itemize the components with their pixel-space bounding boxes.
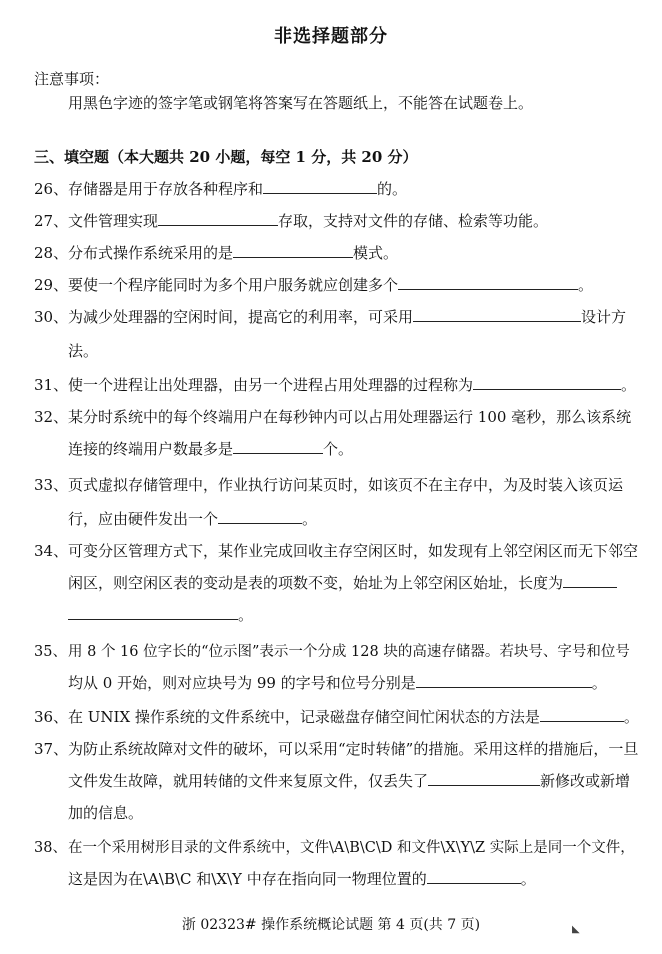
question-35-continued xyxy=(68,672,607,693)
answer-blank xyxy=(68,605,238,620)
question-number: 33、 xyxy=(34,476,69,494)
question-text: 为减少处理器的空闲时间，提高它的利用率，可采用 xyxy=(68,308,414,326)
answer-blank xyxy=(473,375,621,390)
question-number: 26、 xyxy=(34,180,69,198)
question-number: 38、 xyxy=(34,840,67,856)
question-text: 。 xyxy=(238,606,254,624)
question-text: 。 xyxy=(302,510,318,528)
question-number: 32、 xyxy=(34,408,69,426)
question-text: 存储器是用于存放各种程序和 xyxy=(68,180,264,198)
question-text: 使一个进程让出处理器，由另一个进程占用处理器的过程称为 xyxy=(68,376,474,394)
question-number: 29、 xyxy=(34,276,69,294)
question-text: 页式虚拟存储管理中，作业执行访问某页时，如该页不在主存中，为及时装入该页运 xyxy=(68,476,624,494)
question-text: 均从 0 开始，则对应块号为 99 的字号和位号分别是 xyxy=(68,674,416,692)
question-34-continued xyxy=(68,572,617,593)
question-text: 这是因为在\A\B\C 和\X\Y 中存在指向同一物理位置的 xyxy=(68,870,427,888)
answer-blank xyxy=(427,869,521,884)
question-number: 27、 xyxy=(34,212,69,230)
question-number: 34、 xyxy=(34,542,69,560)
question-text: 。 xyxy=(623,708,639,726)
page-title: 非选择题部分 xyxy=(274,26,388,47)
question-text: 。 xyxy=(578,276,594,294)
question-text: 。 xyxy=(591,674,607,692)
question-number: 37、 xyxy=(34,740,69,758)
question-36 xyxy=(34,706,639,727)
section-heading: 三、填空题（本大题共 20 小题，每空 1 分，共 20 分） xyxy=(34,148,418,166)
question-33 xyxy=(34,474,623,495)
answer-blank xyxy=(233,243,353,258)
answer-blank xyxy=(158,211,278,226)
question-number: 30、 xyxy=(34,308,69,326)
question-31 xyxy=(34,374,636,395)
question-text: 可变分区管理方式下，某作业完成回收主存空闲区时，如发现有上邻空闲区而无下邻空 xyxy=(68,542,639,560)
question-37 xyxy=(34,738,638,759)
question-text: 个。 xyxy=(323,440,354,458)
question-text: 在一个采用树形目录的文件系统中，文件\A\B\C\D 和文件\X\Y\Z 实际上是同一个文件， xyxy=(68,840,635,856)
question-text: 文件管理实现 xyxy=(68,212,159,230)
question-text: 存取，支持对文件的存储、检索等功能。 xyxy=(278,212,549,230)
question-text: 连接的终端用户数最多是 xyxy=(68,440,234,458)
question-26 xyxy=(34,178,407,199)
notice-text: 用黑色字迹的签字笔或钢笔将答案写在答题纸上，不能答在试题卷上。 xyxy=(68,94,534,112)
answer-blank xyxy=(263,179,377,194)
question-text: 用 8 个 16 位字长的“位示图”表示一个分成 128 块的高速存储器。若块号、字号和位号 xyxy=(68,644,630,660)
question-text: 。 xyxy=(520,870,536,888)
question-number: 35、 xyxy=(34,644,67,660)
answer-blank xyxy=(218,509,302,524)
question-text: 分布式操作系统采用的是 xyxy=(68,244,234,262)
question-text: 在 UNIX 操作系统的文件系统中，记录磁盘存储空间忙闲状态的方法是 xyxy=(68,708,540,726)
question-37-continued-2: 加的信息。 xyxy=(68,804,144,822)
question-text: 文件发生故障，就用转储的文件来复原文件，仅丢失了 xyxy=(68,772,429,790)
answer-blank xyxy=(413,307,581,322)
question-35 xyxy=(34,640,630,661)
question-30 xyxy=(34,306,626,327)
question-38 xyxy=(34,836,635,857)
question-38-continued xyxy=(68,868,536,889)
question-37-continued xyxy=(68,770,630,791)
question-32 xyxy=(34,406,631,427)
question-28 xyxy=(34,242,398,263)
question-27 xyxy=(34,210,548,231)
question-text: 闲区，则空闲区表的变动是表的项数不变，始址为上邻空闲区始址，长度为 xyxy=(68,574,564,592)
question-29 xyxy=(34,274,593,295)
question-text: 为防止系统故障对文件的破坏，可以采用“定时转储”的措施。采用这样的措施后，一旦 xyxy=(68,740,639,758)
answer-blank xyxy=(540,707,624,722)
question-text: 新修改或新增 xyxy=(540,772,631,790)
question-text: 模式。 xyxy=(353,244,399,262)
answer-blank xyxy=(398,275,578,290)
notice-heading: 注意事项： xyxy=(34,70,110,88)
question-number: 36、 xyxy=(34,708,69,726)
question-text: 某分时系统中的每个终端用户在每秒钟内可以占用处理器运行 100 毫秒，那么该系统 xyxy=(68,408,632,426)
question-text: 行，应由硬件发出一个 xyxy=(68,510,219,528)
answer-blank xyxy=(416,673,592,688)
question-text: 的。 xyxy=(377,180,408,198)
question-34-continued-2 xyxy=(68,604,253,625)
question-34 xyxy=(34,540,638,561)
page-footer: 浙 02323# 操作系统概论试题 第 4 页(共 7 页) xyxy=(181,917,481,933)
answer-blank xyxy=(563,573,617,588)
question-number: 31、 xyxy=(34,376,69,394)
answer-blank xyxy=(233,439,323,454)
question-30-continued: 法。 xyxy=(68,342,99,360)
question-text: 要使一个程序能同时为多个用户服务就应创建多个 xyxy=(68,276,399,294)
question-text: 。 xyxy=(621,376,637,394)
question-number: 28、 xyxy=(34,244,69,262)
question-33-continued xyxy=(68,508,317,529)
scan-mark: ◣ xyxy=(572,924,580,935)
question-32-continued xyxy=(68,438,353,459)
question-text: 设计方 xyxy=(581,308,627,326)
answer-blank xyxy=(428,771,540,786)
